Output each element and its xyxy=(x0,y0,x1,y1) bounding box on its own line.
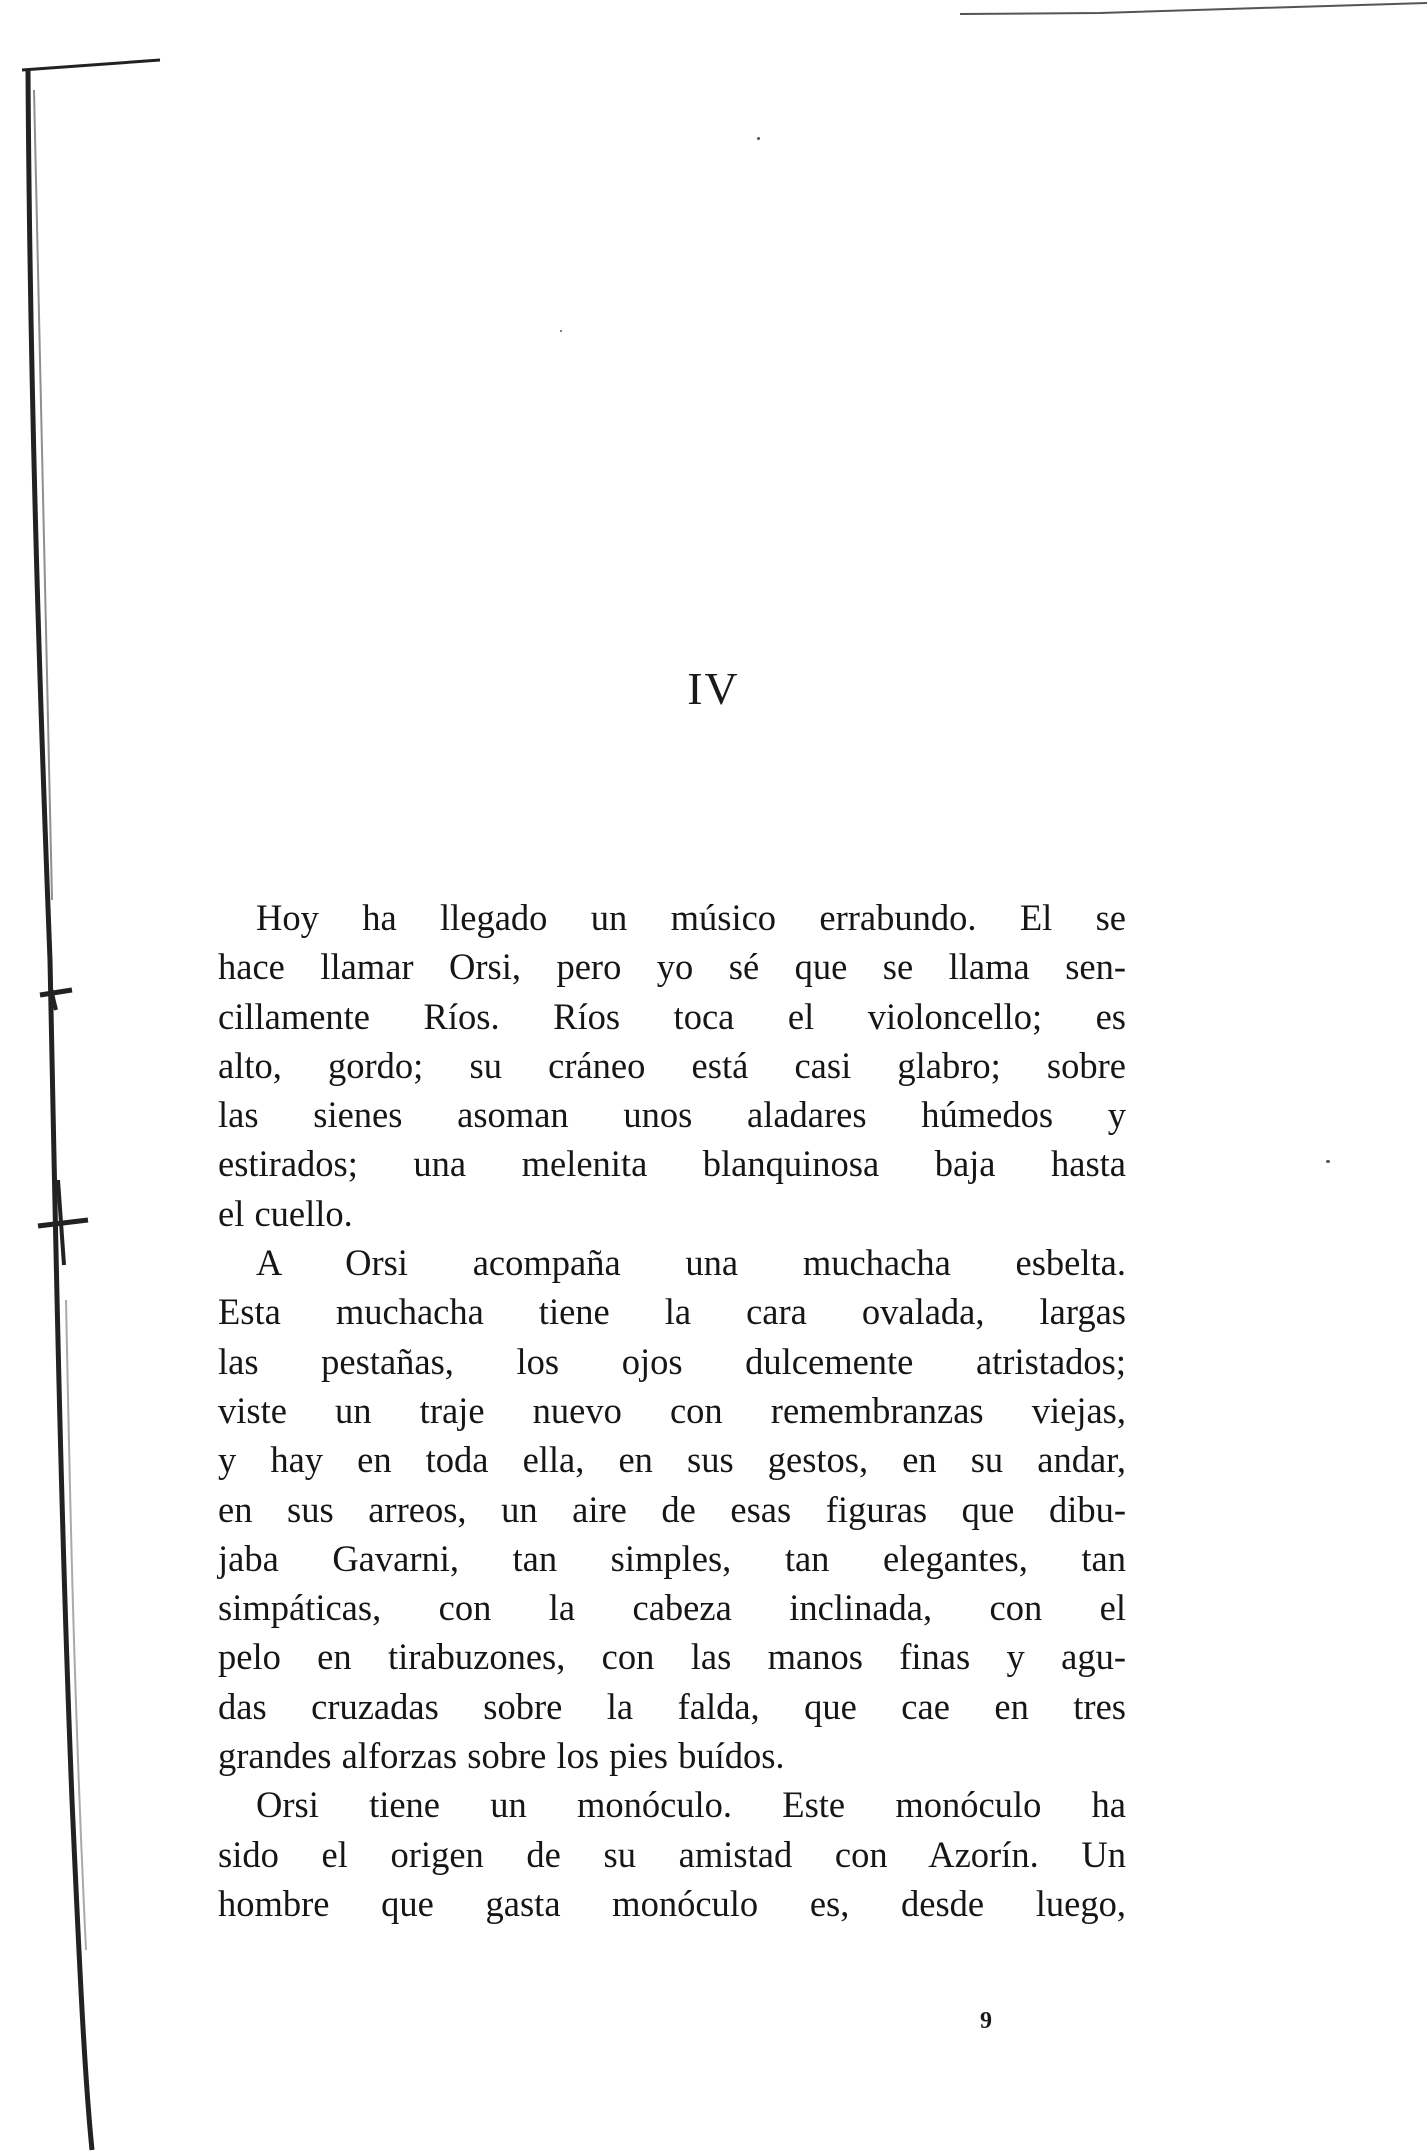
scan-speck xyxy=(757,137,760,140)
scan-speck xyxy=(560,330,562,332)
text-line: hombre que gasta monóculo es, desde luego, xyxy=(218,1882,1126,1924)
text-line: y hay en toda ella, en sus gestos, en su andar, xyxy=(218,1439,1126,1481)
body-text xyxy=(218,893,1126,1928)
text-line: hace llamar Orsi, pero yo sé que se llama sen- xyxy=(218,946,1126,988)
text-line: sido el origen de su amistad con Azorín. Un xyxy=(218,1833,1126,1875)
text-line: Hoy ha llegado un músico errabundo. El se xyxy=(256,897,1126,938)
text-line: alto, gordo; su cráneo está casi glabro; sobre xyxy=(218,1044,1126,1086)
text-line: das cruzadas sobre la falda, que cae en tres xyxy=(218,1685,1126,1727)
chapter-heading: IV xyxy=(687,663,740,714)
text-line: jaba Gavarni, tan simples, tan elegantes, tan xyxy=(218,1537,1126,1579)
paragraph-1 xyxy=(218,893,1126,1238)
scan-speck xyxy=(1326,1160,1330,1163)
text-line: Orsi tiene un monóculo. Este monóculo ha xyxy=(256,1784,1126,1826)
text-line: estirados; una melenita blanquinosa baja hasta xyxy=(218,1143,1126,1185)
text-line: Esta muchacha tiene la cara ovalada, largas xyxy=(218,1291,1126,1333)
text-line: pelo en tirabuzones, con las manos finas y agu- xyxy=(218,1636,1126,1678)
page-number: 9 xyxy=(980,2008,992,2034)
binding-edge-rule xyxy=(0,0,200,2152)
text-line: grandes alforzas sobre los pies buídos. xyxy=(218,1735,785,1777)
paragraph-3 xyxy=(218,1780,1126,1928)
text-line: viste un traje nuevo con remembranzas viejas, xyxy=(218,1389,1126,1431)
text-line: el cuello. xyxy=(218,1192,353,1234)
text-line: en sus arreos, un aire de esas figuras que dibu- xyxy=(218,1488,1126,1530)
text-line: A Orsi acompaña una muchacha esbelta. xyxy=(256,1242,1126,1284)
text-line: simpáticas, con la cabeza inclinada, con el xyxy=(218,1587,1126,1629)
top-edge-line xyxy=(960,0,1427,20)
paragraph-2 xyxy=(218,1238,1126,1780)
text-line: cillamente Ríos. Ríos toca el violoncello; es xyxy=(218,995,1126,1037)
text-line: las pestañas, los ojos dulcemente atristados; xyxy=(218,1340,1126,1382)
text-line: las sienes asoman unos aladares húmedos y xyxy=(218,1094,1126,1136)
